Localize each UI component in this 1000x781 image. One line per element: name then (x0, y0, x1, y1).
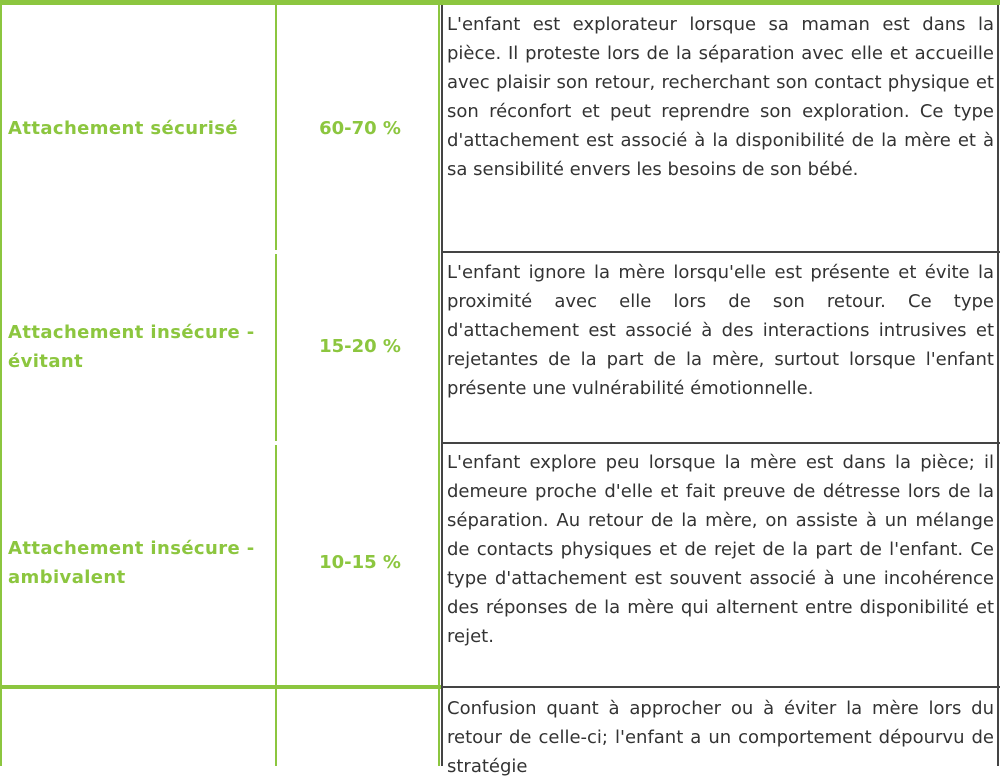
row-4-description: Confusion quant à approcher ou à éviter la mère lors du retour de celle-ci; l'enfant a un comportement dépourvu de stratégie (447, 698, 994, 777)
description-right-border (997, 5, 999, 766)
row-divider-2 (441, 442, 1000, 444)
row-divider-1 (441, 251, 1000, 253)
row-2-percent: 15-20 % (319, 336, 401, 357)
row-1-description: L'enfant est explorateur lorsque sa maman est dans la pièce. Il proteste lors de la séparation avec elle et accueille avec plaisir son retour, recherchant son contact physique et son réconfort et peut reprendre son exploration. Ce type d'attachement est associé à la disponibilité de la mère et à sa sensibilité envers les besoins de son bébé. (447, 14, 994, 180)
row-2-label: Attachement insécure - évitant (8, 322, 255, 372)
row-gap-1 (275, 250, 277, 254)
row-1-label: Attachement sécurisé (8, 118, 239, 139)
group-divider (0, 685, 441, 689)
row-3-percent: 10-15 % (319, 552, 401, 573)
row-1-percent: 60-70 % (319, 118, 401, 139)
column-divider-1 (275, 0, 277, 766)
table-left-border (0, 0, 2, 766)
row-gap-2 (275, 441, 277, 445)
row-2-description: L'enfant ignore la mère lorsqu'elle est présente et évite la proximité avec elle lors de son retour. Ce type d'attachement est associé à des interactions intrusives et rejetantes de la part de la mère, surtout lorsque l'enfant présente une vulnérabilité émotionnelle. (447, 262, 994, 399)
row-3-label: Attachement insécure - ambivalent (8, 538, 255, 588)
description-left-border (441, 5, 443, 766)
row-3-description: L'enfant explore peu lorsque la mère est dans la pièce; il demeure proche d'elle et fait preuve de détresse lors de la séparation. Au retour de la mère, on assiste à un mélange de contacts physiques et de rejet de la part de l'enfant. Ce type d'attachement est souvent associé à une incohérence des réponses de la mère qui alternent entre disponibilité et rejet. (447, 452, 994, 647)
row-divider-3 (441, 686, 1000, 688)
table-top-border (0, 0, 1000, 5)
